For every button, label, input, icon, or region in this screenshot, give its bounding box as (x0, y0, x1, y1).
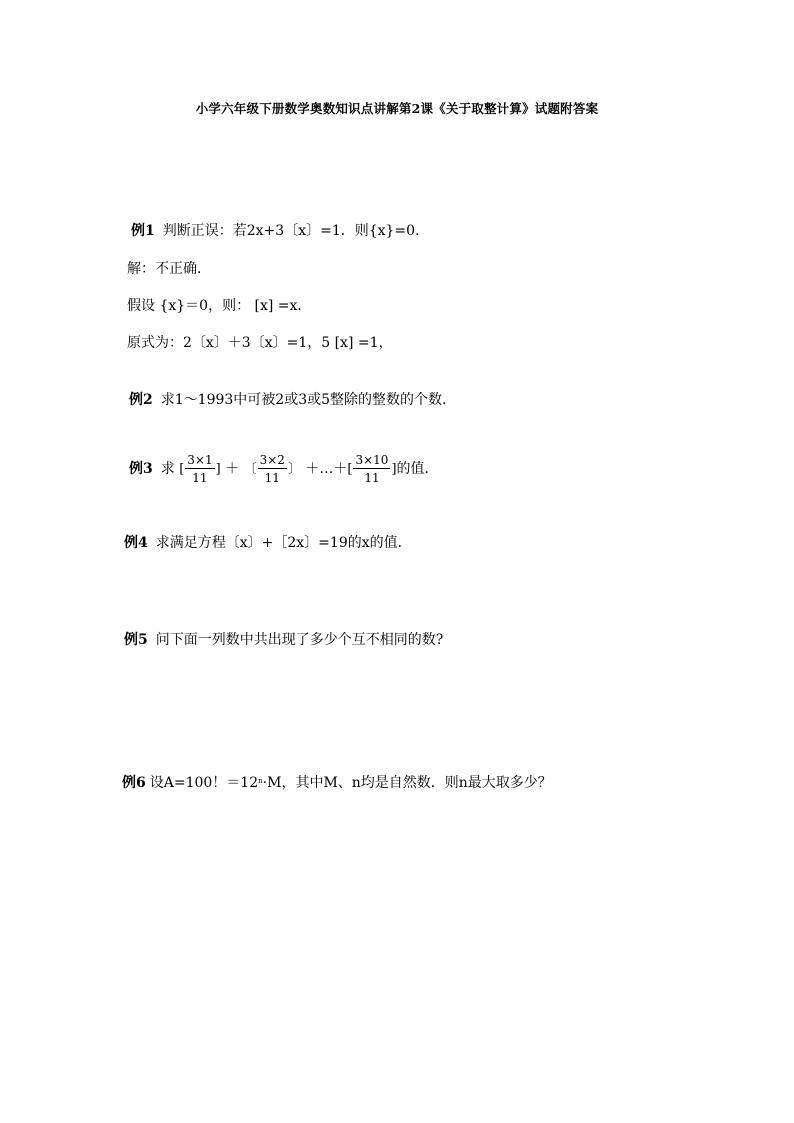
example-1-solution-line-2: 假设 {x}＝0，则： [x] =x． (127, 298, 312, 314)
example-1-text: 判断正误：若2x+3〔x〕=1．则{x}=0． (162, 223, 430, 239)
example-2-question (129, 390, 456, 410)
bracket-open-3: [ (347, 462, 353, 477)
fraction-1-numerator: 3×1 (187, 453, 213, 467)
fraction-3-denominator: 11 (364, 471, 380, 485)
example-3-question (129, 450, 439, 489)
fraction-3 (353, 453, 390, 485)
example-4-label: 例4 (124, 535, 148, 551)
example-1-question (131, 221, 429, 241)
example-2-text: 求1～1993中可被2或3或5整除的整数的个数． (160, 392, 457, 408)
example-4-text: 求满足方程〔x〕+［2x〕=19的x的值． (155, 535, 412, 551)
bracket-close-2: 〕 (287, 462, 301, 477)
example-3-prefix: 求 (160, 461, 175, 477)
bracket-open-1: [ (179, 462, 185, 477)
example-1-solution-line-1: 解：不正确． (127, 261, 211, 277)
example-6-text-part-2: ·M，其中M、n均是自然数．则n最大取多少？ (262, 775, 552, 791)
bracket-close-1: ] (215, 462, 221, 477)
example-5-text: 问下面一列数中共出现了多少个互不相同的数? (155, 632, 444, 648)
example-6-label: 例6 (122, 775, 146, 791)
fraction-2 (258, 453, 287, 485)
fraction-2-denominator: 11 (264, 471, 280, 485)
example-2-label: 例2 (129, 392, 153, 408)
example-5-question (124, 630, 443, 650)
fraction-1 (185, 453, 214, 485)
fraction-3-numerator: 3×10 (355, 453, 389, 467)
fraction-1-denominator: 11 (192, 471, 208, 485)
document-title: 小学六年级下册数学奥数知识点讲解第2课《关于取整计算》试题附答案 (195, 101, 599, 116)
example-1-label: 例1 (131, 223, 155, 239)
fraction-2-numerator: 3×2 (259, 453, 285, 467)
example-6-text-part-1: 设A=100！＝12 (149, 775, 259, 791)
example-4-question (124, 533, 412, 553)
example-3-label: 例3 (129, 461, 153, 477)
example-6-exponent: n (258, 777, 263, 785)
example-6-question (122, 773, 552, 793)
example-5-label: 例5 (124, 632, 148, 648)
bracket-close-3: ] (391, 462, 397, 477)
example-3-suffix: 的值． (396, 461, 439, 477)
plus-sign: ＋ (225, 461, 240, 477)
ellipsis-sum: ＋…＋ (305, 461, 348, 477)
bracket-open-2: 〔 (243, 462, 257, 477)
example-1-solution-line-3: 原式为：2〔x〕＋3〔x〕=1，5 [x] =1， (127, 335, 393, 351)
